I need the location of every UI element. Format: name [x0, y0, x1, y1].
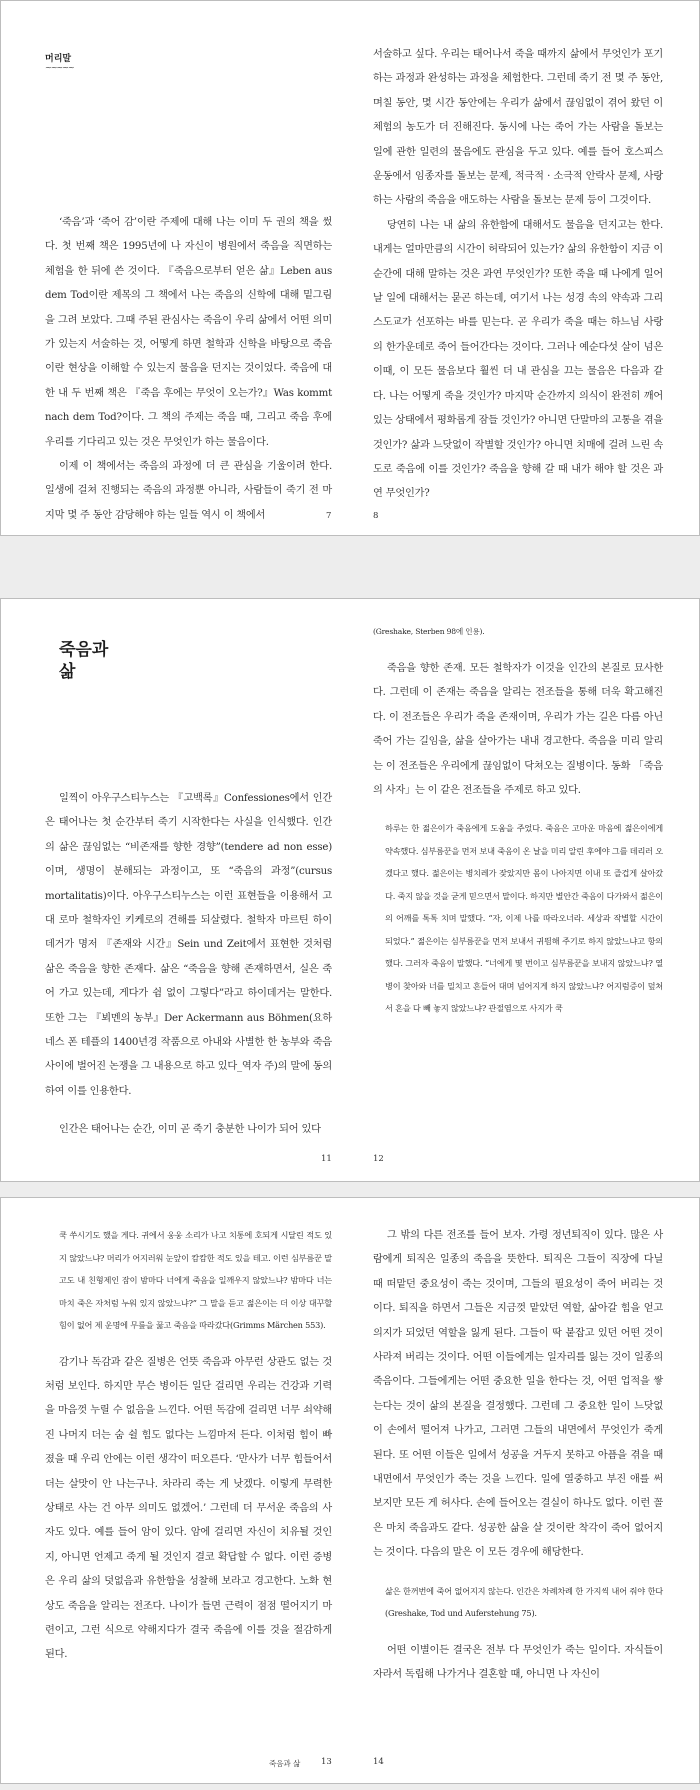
chapter-text-right: [373, 1224, 663, 1688]
page-number: 11: [321, 1154, 332, 1164]
page-number: 14: [373, 1757, 384, 1767]
paragraph: 당연히 나는 내 삶의 유한함에 대해서도 물음을 던지고는 한다. 내게는 얼마만큼의 시간이 허락되어 있는가? 삶의 유한함이 지금 이 순간에 대해 말하는 것은 과연 무엇인가? 또한 죽을 때 나에게 일어날 일에 대해서는 묻곤 하는데, 여기서 나는 성경 속의 약속과 그리스도교가 선포하는 바를 믿는다. 곧 우리가 죽을 때는 하느님 사랑의 한가운데로 죽어 들어간다는 것이다. 그러나 예순다섯 살이 넘은 이때, 이 모든 물음보다 훨씬 더 내 관심을 끄는 물음은 다음과 같다. 나는 어떻게 죽을 것인가? 마지막 순간까지 의식이 완전히 깨어 있는 상태에서 평화롭게 잠들 것인가? 아니면 단말마의 고통을 겪을 것인가? 삶과 느닷없이 작별할 것인가? 아니면 치매에 걸려 느린 속도로 죽음에 이를 것인가? 죽음을 향해 갈 때 내가 해야 할 것은 과연 무엇인가?: [373, 219, 663, 500]
preface-text-right: [373, 43, 663, 507]
chapter-text-right: [373, 621, 663, 1020]
block-quote: 하루는 한 젊은이가 죽음에게 도움을 주었다. 죽음은 고마운 마음에 젊은이에게 약속했다. 심부름꾼을 먼저 보내 죽음이 온 날을 미리 알린 후에야 그를 데리러 오겠다고 했다. 젊은이는 병치레가 잦았지만 몸이 나아지면 이내 또 즐겁게 살아갔다. 죽지 않을 것을 굳게 믿으면서 말이다. 하지만 별안간 죽음이 다가와서 젊은이의 어깨를 톡톡 치며 말했다. “자, 이제 나를 따라오너라. 세상과 작별할 시간이 되었다.” 젊은이는 심부름꾼을 먼저 보내서 귀띔해 주기로 하지 않았느냐고 항의했다. 그러자 죽음이 말했다. “너에게 몇 번이고 심부름꾼을 보내지 않았느냐? 열병이 찾아와 너를 밀치고 흔들어 대며 넘어지게 하지 않았느냐? 어지럼증이 덮쳐서 혼을 다 빼 놓지 않았느냐? 관절염으로 사지가 쿡: [385, 823, 663, 1014]
page-number: 12: [373, 1154, 384, 1164]
page-number: 8: [373, 511, 379, 521]
chapter-title-line: 죽음과: [59, 640, 109, 660]
paragraph: 죽음을 향한 존재. 모든 철학자가 이것을 인간의 본질로 묘사한다. 그런데 이 존재는 죽음을 알리는 전조들을 통해 더욱 확고해진다. 이 전조들은 우리가 죽을 존재이며, 우리가 가는 길은 다름 아닌 죽어 가는 길임을, 삶을 살아가는 내내 경고한다. 죽음을 미리 알리는 이 전조들은 우리에게 끊임없이 닥쳐오는 질병이다. 동화 「죽음의 사자」는 이 같은 전조들을 주제로 하고 있다.: [373, 663, 663, 797]
paragraph: 이제 이 책에서는 죽음의 과정에 더 큰 관심을 기울이려 한다. 일생에 걸쳐 진행되는 죽음의 과정뿐 아니라, 사람들이 죽기 전 마지막 몇 주 동안 감당해야 하는 일들 역시 이 책에서: [45, 461, 332, 521]
page-11: [1, 599, 351, 1181]
page-14: [351, 1198, 700, 1783]
page-number: 13: [321, 1757, 332, 1767]
spread-1: [0, 0, 700, 536]
section-label: 머리말: [45, 54, 72, 64]
paragraph: 그 밖의 다른 전조를 들어 보자. 가령 정년퇴직이 있다. 많은 사람에게 퇴직은 일종의 죽음을 뜻한다. 퇴직은 그들이 직장에 다닐 때 떠맡던 중요성이 죽는 것이며, 그들의 필요성이 죽어 버리는 것이다. 퇴직을 하면서 그들은 지금껏 맡았던 역할, 삶아갈 힘을 얻고 의지가 되었던 역할을 잃게 된다. 그들이 딱 붙잡고 있던 어떤 것이 사라져 버리는 것이다. 어떤 이들에게는 일자리를 잃는 것이 일종의 죽음이다. 그들에게는 어떤 중요한 일을 한다는 것, 어떤 업적을 쌓는다는 것이 삶의 본질을 결정했다. 그런데 그 중요한 일이 느닷없이 손에서 떨어져 나가고, 그러면 그들의 내면에서 무엇인가 죽게 된다. 또 어떤 이들은 일에서 성공을 거두지 못하고 아픔을 겪을 때 내면에서 무엇인가 죽는 것을 느낀다. 일에 열중하고 부진 애를 써 보지만 모든 게 허사다. 손에 들어오는 결실이 하나도 없다. 이런 꼴은 마치 죽음과도 같다. 성공한 삶을 살 것이란 착각이 죽어 없어지는 것이다. 다음의 말은 이 모든 경우에 해당한다.: [373, 1230, 663, 1559]
spread-3: [0, 1197, 700, 1784]
page-13: [1, 1198, 351, 1783]
block-quote: 쿡 쑤시기도 했을 게다. 귀에서 웅웅 소리가 나고 치통에 호되게 시달린 적도 있지 않았느냐? 머리가 어지러워 눈앞이 캄캄한 적도 있을 테고. 이런 심부름꾼 말고도 내 친형제인 잠이 밤마다 너에게 죽음을 일깨우지 않았느냐? 밤마다 너는 마치 죽은 자처럼 누워 있지 않았느냐?” 그 말을 듣고 젊은이는 더 이상 대꾸할 힘이 없어 제 운명에 무릎을 꿇고 죽음을 따라갔다(Grimms Märchen 553).: [59, 1230, 332, 1330]
chapter-title: [59, 639, 108, 683]
running-footer-title: 죽음과 삶: [269, 1759, 301, 1768]
page-8: [351, 1, 700, 535]
paragraph: 서술하고 싶다. 우리는 태어나서 죽을 때까지 삶에서 무엇인가 포기하는 과정과 완성하는 과정을 체험한다. 그런데 죽기 전 몇 주 동안, 며칠 동안, 몇 시간 동안에는 우리가 삶에서 끊임없이 겪어 왔던 이 체험의 농도가 더 진해진다. 동시에 나는 죽어 가는 사람을 돌보는 일에 관한 일련의 물음에도 관심을 두고 있다. 예를 들어 호스피스 운동에서 임종자를 돌보는 문제, 적극적 · 소극적 안락사 문제, 사랑하는 사람의 죽음을 애도하는 사람을 돌보는 문제 등이 그것이다.: [373, 49, 663, 207]
section-label-underline: ~~~~~: [45, 63, 74, 72]
chapter-title-line: 삶: [59, 662, 76, 682]
paragraph: 일찍이 아우구스티누스는 『고백록』Confessiones에서 인간은 태어나는 첫 순간부터 죽기 시작한다는 사실을 인식했다. 인간의 삶은 끊임없는 “비존재를 향한 경향”(tendere ad non esse)이며, 생명이 분해되는 과정이고, 또 “죽음의 과정”(cursus mortalitatis)이다. 아우구스티누스는 이런 표현들을 이용해서 고대 로마 철학자인 키케로의 견해를 되살렸다. 철학자 마르틴 하이데거가 명저 『존재와 시간』Sein und Zeit에서 표현한 것처럼 삶은 죽음을 향한 존재다. 삶은 “죽음을 향해 존재하면서, 실은 죽어 가고 있는데, 게다가 쉼 없이 그렇다”라고 하이데거는 말한다. 또한 그는 『뵈멘의 농부』Der Ackermann aus Böhmen(요하네스 폰 테플의 1400년경 작품으로 아내와 사별한 한 농부와 죽음 사이에 벌어진 논쟁을 그 내용으로 하고 있다_역자 주)의 말에 동의하여 이를 인용한다.: [45, 793, 332, 1097]
block-quote: 삶은 한꺼번에 죽어 없어지지 않는다. 인간은 차례차례 한 가지씩 내어 줘야 한다(Greshake, Tod und Auferstehung 75).: [385, 1585, 663, 1619]
paragraph: 어떤 이별이든 결국은 전부 다 무엇인가 죽는 일이다. 자식들이 자라서 독립해 나가거나 결혼할 때, 아니면 나 자신이: [373, 1644, 663, 1681]
quote-paragraph: 인간은 태어나는 순간, 이미 곧 죽기 충분한 나이가 되어 있다: [59, 1124, 321, 1136]
chapter-text-left: [45, 787, 332, 1143]
paragraph: ‘죽음’과 ‘죽어 감’이란 주제에 대해 나는 이미 두 권의 책을 썼다. 첫 번째 책은 1995년에 나 자신이 병원에서 죽음을 직면하는 체험을 한 뒤에 쓴 것이다. 『죽음으로부터 얻은 삶』Leben aus dem Tod이란 제목의 그 책에서 나는 죽음의 신학에 대해 밑그림을 그려 보았다. 그때 주된 관심사는 죽음이 우리 삶에서 어떤 의미가 있는지 서술하는 것, 어떻게 하면 철학과 신학을 바탕으로 죽음이란 현상을 이해할 수 있는지 물음을 던지는 것이었다. 죽음에 대한 내 두 번째 책은 『죽음 후에는 무엇이 오는가?』Was kommt nach dem Tod?이다. 그 책의 주제는 죽음 때, 그리고 죽음 후에 우리를 기다리고 있는 것은 무엇인가 하는 물음이다.: [45, 217, 332, 448]
page-7: [1, 1, 351, 535]
page-number: 7: [326, 511, 332, 521]
chapter-text-left: [45, 1224, 332, 1668]
paragraph: 감기나 독감과 같은 질병은 언뜻 죽음과 아무런 상관도 없는 것처럼 보인다. 하지만 무슨 병이든 일단 걸리면 우리는 건강과 기력을 마음껏 누릴 수 없음을 느낀다. 어떤 독감에 걸리면 너무 쇠약해진 나머지 더는 숨 쉴 힘도 없다는 느낌마저 든다. 이처럼 힘이 빠졌을 때 우리 안에는 이런 생각이 떠오른다. ‘만사가 너무 힘들어서 더는 살맛이 안 나는구나. 차라리 죽는 게 낫겠다. 이렇게 무력한 상태로 사는 건 아무 의미도 없겠어.’ 그런데 더 무서운 죽음의 사자도 있다. 예를 들어 암이 있다. 암에 걸리면 자신이 치유될 것인지, 아니면 언제고 죽게 될 것인지 결코 확답할 수 없다. 이런 증병은 우리 삶의 덧없음과 유한함을 성찰해 보라고 경고한다. 노화 현상도 죽음을 알리는 전조다. 나이가 들면 근력이 점점 떨어지기 마련이고, 그런 식으로 약해지다가 결국 죽음에 이를 것을 절감하게 된다.: [45, 1356, 332, 1661]
preface-text-left: [45, 211, 332, 528]
page-12: [351, 599, 700, 1181]
citation: (Greshake, Sterben 98에 인용).: [373, 627, 485, 636]
spread-2: [0, 598, 700, 1182]
